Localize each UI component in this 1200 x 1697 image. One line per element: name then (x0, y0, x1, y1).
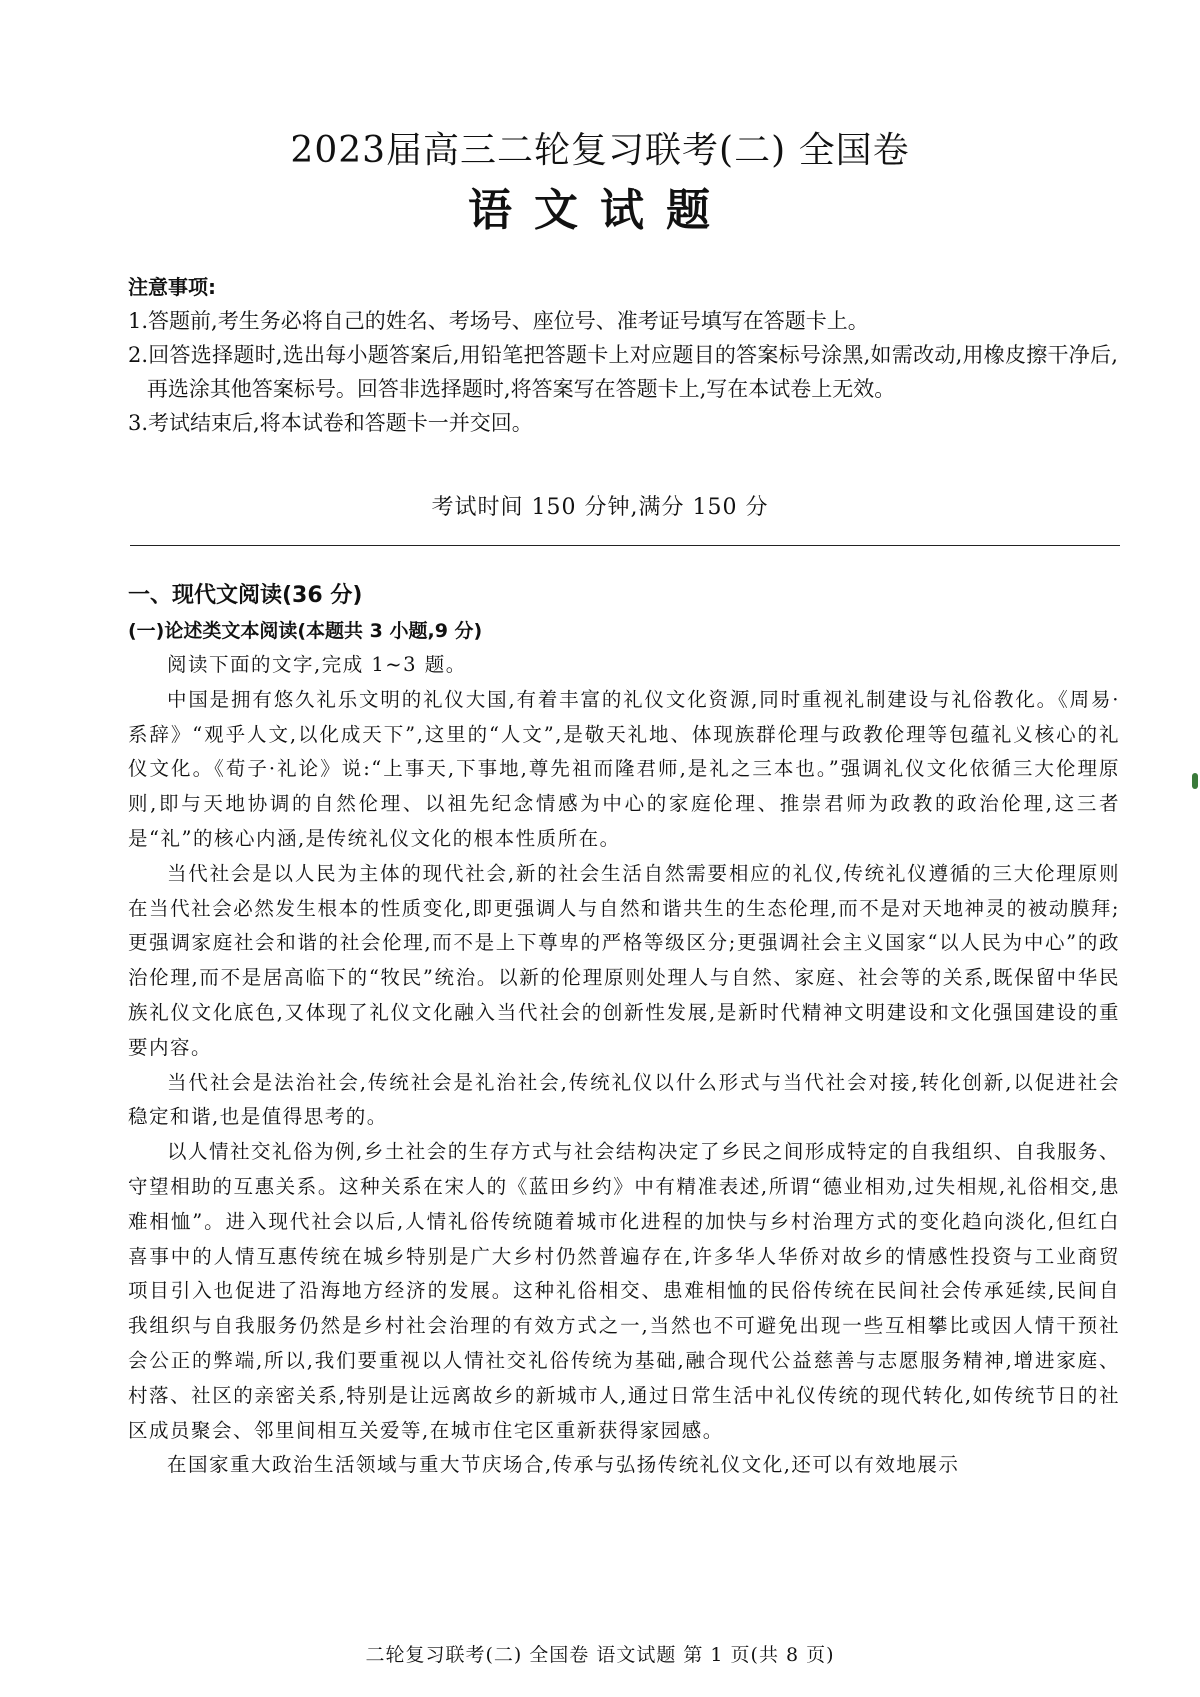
subsection-title: (一)论述类文本阅读(本题共 3 小题,9 分) (128, 620, 483, 642)
paragraph: 当代社会是法治社会,传统社会是礼治社会,传统礼仪以什么形式与当代社会对接,转化创新,以促进社会稳定和谐,也是值得思考的。 (128, 1070, 1120, 1129)
notice-item: 2.回答选择题时,选出每小题答案后,用铅笔把答题卡上对应题目的答案标号涂黑,如需改动,用橡皮擦干净后,再选涂其他答案标号。回答非选择题时,将答案写在答题卡上,写在本试卷上无效。 (128, 343, 1118, 401)
exam-title: 2023届高三二轮复习联考(二) 全国卷 (290, 130, 910, 171)
notice-item: 1.答题前,考生务必将自己的姓名、考场号、座位号、准考证号填写在答题卡上。 (128, 309, 869, 333)
paragraph: 当代社会是以人民为主体的现代社会,新的社会生活自然需要相应的礼仪,传统礼仪遵循的三大伦理原则在当代社会必然发生根本的性质变化,即更强调人与自然和谐共生的生态伦理,而不是对天地神灵的被动膜拜;更强调家庭社会和谐的社会伦理,而不是上下尊卑的严格等级区分;更强调社会主义国家“以人民为中心”的政治伦理,而不是居高临下的“牧民”统治。以新的伦理原则处理人与自然、家庭、社会等的关系,既保留中华民族礼仪文化底色,又体现了礼仪文化融入当代社会的创新性发展,是新时代精神文明建设和文化强国建设的重要内容。 (128, 861, 1120, 1059)
page-footer: 二轮复习联考(二) 全国卷 语文试题 第 1 页(共 8 页) (365, 1644, 835, 1666)
notice-block (128, 270, 1118, 440)
subject-title: 语文试题 (468, 185, 732, 236)
notice-item: 3.考试结束后,将本试卷和答题卡一并交回。 (128, 411, 533, 435)
paragraph: 在国家重大政治生活领域与重大节庆场合,传承与弘扬传统礼仪文化,还可以有效地展示 (167, 1453, 960, 1477)
divider (130, 545, 1120, 546)
reading-section (128, 578, 1120, 1483)
exam-time-info: 考试时间 150 分钟,满分 150 分 (431, 495, 769, 520)
section-title: 一、现代文阅读(36 分) (128, 583, 363, 608)
paragraph: 以人情社交礼俗为例,乡土社会的生存方式与社会结构决定了乡民之间形成特定的自我组织、自我服务、守望相助的互惠关系。这种关系在宋人的《蓝田乡约》中有精准表述,所谓“德业相劝,过失相规,礼俗相交,患难相恤”。进入现代社会以后,人情礼俗传统随着城市化进程的加快与乡村治理方式的变化趋向淡化,但红白喜事中的人情互惠传统在城乡特别是广大乡村仍然普遍存在,许多华人华侨对故乡的情感性投资与工业商贸项目引入也促进了沿海地方经济的发展。这种礼俗相交、患难相恤的民俗传统在民间社会传承延续,民间自我组织与自我服务仍然是乡村社会治理的有效方式之一,当然也不可避免出现一些互相攀比或因人情干预社会公正的弊端,所以,我们要重视以人情社交礼俗传统为基础,融合现代公益慈善与志愿服务精神,增进家庭、村落、社区的亲密关系,特别是让远离故乡的新城市人,通过日常生活中礼仪传统的现代转化,如传统节日的社区成员聚会、邻里间相互关爱等,在城市住宅区重新获得家园感。 (128, 1140, 1120, 1442)
notice-heading: 注意事项: (128, 275, 216, 299)
paragraph: 中国是拥有悠久礼乐文明的礼仪大国,有着丰富的礼仪文化资源,同时重视礼制建设与礼俗教化。《周易·系辞》“观乎人文,以化成天下”,这里的“人文”,是敬天礼地、体现族群伦理与政教伦理等包蕴礼义核心的礼仪文化。《荀子·礼论》说:“上事天,下事地,尊先祖而隆君师,是礼之三本也。”强调礼仪文化依循三大伦理原则,即与天地协调的自然伦理、以祖先纪念情感为中心的家庭伦理、推崇君师为政教的政治伦理,这三者是“礼”的核心内涵,是传统礼仪文化的根本性质所在。 (128, 687, 1120, 850)
instruction: 阅读下面的文字,完成 1~3 题。 (167, 653, 467, 676)
scan-mark (1192, 773, 1198, 789)
